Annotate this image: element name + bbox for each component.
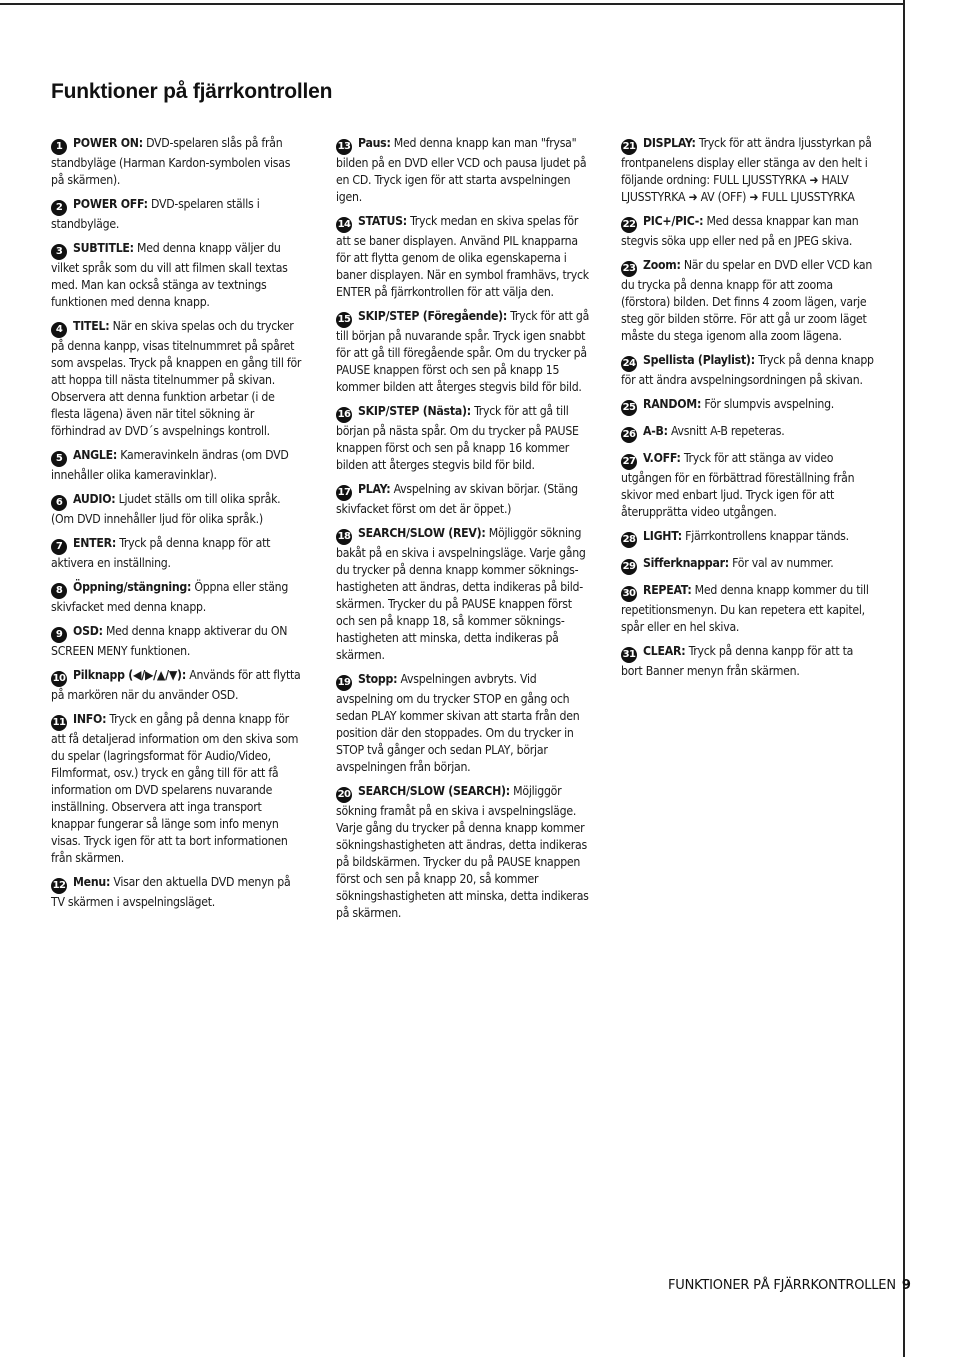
function-paragraph <box>51 623 306 660</box>
function-label: Öppning/stängning: <box>73 580 192 594</box>
function-item-26 <box>621 423 876 443</box>
function-description: Tryck för att gå till början på nuvarande spår. Tryck igen snabbt för att gå till föregående spår. Om du trycker på PAUSE knappen först och sen på knapp 15 kommer bilden att återges stegvis bild för bild. <box>336 309 590 394</box>
function-description: Fjärrkontrollens knappar tänds. <box>681 529 849 543</box>
function-label: STATUS: <box>358 214 407 228</box>
function-label: POWER ON: <box>73 136 143 150</box>
function-description: DVD-spelaren ställs i standbyläge. <box>51 197 260 231</box>
function-paragraph <box>336 525 591 664</box>
function-label: REPEAT: <box>643 583 692 597</box>
function-paragraph <box>51 240 306 311</box>
function-label: SKIP/STEP (Föregående): <box>358 309 508 323</box>
function-paragraph <box>336 403 591 474</box>
function-paragraph <box>336 213 591 301</box>
function-paragraph <box>336 783 591 922</box>
item-number-badge: 20 <box>336 787 352 803</box>
item-number-badge: 6 <box>51 495 67 511</box>
function-item-6 <box>51 491 306 528</box>
function-label: Zoom: <box>643 258 681 272</box>
function-paragraph <box>621 450 876 521</box>
function-description: Med denna knapp kommer du till repetitionsmenyn. Du kan repetera ett kapitel, spår eller en hel skiva. <box>621 583 869 634</box>
function-item-22 <box>621 213 876 250</box>
function-description: Tryck en gång på denna knapp för att få detaljerad information om den skiva som du spelar (lagringsformat för Audio/Video, Filmformat, osv.) tryck en gång till för att få information om DVD spelarens nuvarande inställning. Observera att inga transport knappar fungerar så länge som info menyn visas. Tryck igen för att ta bort informationen från skärmen. <box>51 712 299 865</box>
function-label: SEARCH/SLOW (SEARCH): <box>358 784 510 798</box>
function-description: DVD-spelaren slås på från standbyläge (Harman Kardon-symbolen visas på skärmen). <box>51 136 291 187</box>
function-item-7 <box>51 535 306 572</box>
function-item-16 <box>336 403 591 474</box>
function-paragraph <box>336 308 591 396</box>
function-label: AUDIO: <box>73 492 116 506</box>
function-paragraph <box>51 667 306 704</box>
function-paragraph <box>621 213 876 250</box>
function-description: Tryck på denna knapp för att aktivera en inställning. <box>51 536 271 570</box>
function-label: PLAY: <box>358 482 391 496</box>
function-paragraph <box>621 555 876 575</box>
function-label: Stopp: <box>358 672 398 686</box>
item-number-badge: 15 <box>336 312 352 328</box>
item-number-badge: 8 <box>51 583 67 599</box>
function-item-24 <box>621 352 876 389</box>
function-description: Tryck för att ändra ljusstyrkan på frontpanelens display eller stänga av den helt i följande ordning: FULL LJUSSTYRKA ➜ HALV LJUSSTYRKA ➜ AV (OFF) ➜ FULL LJUSSTYRKA <box>621 136 872 204</box>
function-paragraph <box>51 535 306 572</box>
item-number-badge: 1 <box>51 139 67 155</box>
item-number-badge: 17 <box>336 485 352 501</box>
item-number-badge: 13 <box>336 139 352 155</box>
function-label: Sifferknappar: <box>643 556 729 570</box>
function-label: DISPLAY: <box>643 136 696 150</box>
function-description: Med denna knapp aktiverar du ON SCREEN MENY funktionen. <box>51 624 288 658</box>
function-description: För val av nummer. <box>728 556 834 570</box>
item-number-badge: 11 <box>51 715 67 731</box>
function-label: CLEAR: <box>643 644 686 658</box>
function-description: Avspelning av skivan börjar. (Stäng skivfacket först om det är öppet.) <box>336 482 578 516</box>
function-description: För slumpvis avspelning. <box>701 397 835 411</box>
item-number-badge: 21 <box>621 139 637 155</box>
item-number-badge: 26 <box>621 427 637 443</box>
function-label: PIC+/PIC-: <box>643 214 704 228</box>
function-item-8 <box>51 579 306 616</box>
function-description: Tryck på denna knapp för att ändra avspelningsordningen på skivan. <box>621 353 874 387</box>
function-item-28 <box>621 528 876 548</box>
item-number-badge: 31 <box>621 647 637 663</box>
function-item-9 <box>51 623 306 660</box>
function-item-1 <box>51 135 306 189</box>
function-paragraph <box>336 481 591 518</box>
function-item-10 <box>51 667 306 704</box>
function-paragraph <box>621 135 876 206</box>
function-item-27 <box>621 450 876 521</box>
page-footer <box>668 1278 911 1293</box>
function-description: När du spelar en DVD eller VCD kan du trycka på denna knapp för att zooma (förstora) bilden. Det finns 4 zoom lägen, varje steg gör bilden större. För att gå ur zoom läget måste du stega igenom alla zoom lägena. <box>621 258 873 343</box>
item-number-badge: 12 <box>51 878 67 894</box>
function-description: Med denna knapp kan man "frysa" bilden på en DVD eller VCD och pausa ljudet på en CD. Tryck igen för att starta avspelningen igen. <box>336 136 587 204</box>
function-label: SKIP/STEP (Nästa): <box>358 404 471 418</box>
function-paragraph <box>51 491 306 528</box>
page-title: Funktioner på fjärrkontrollen <box>51 80 333 103</box>
function-label: Pilknapp (◀/▶/▲/▼): <box>73 668 186 682</box>
function-description: Kameravinkeln ändras (om DVD innehåller olika kameravinklar). <box>51 448 289 482</box>
function-label: ANGLE: <box>73 448 118 462</box>
function-label: SEARCH/SLOW (REV): <box>358 526 486 540</box>
function-description: Öppna eller stäng skivfacket med denna knapp. <box>51 580 289 614</box>
function-description: Möjliggör sökning bakåt på en skiva i avspelningsläge. Varje gång du trycker på denna knapp kommer söknings-hastigheten att ändras, detta indikeras på bild-skärmen. Trycker du på PAUSE knappen först och sen på knapp 18, så kommer söknings-hastigheten att minska, detta indikeras på skärmen. <box>336 526 586 662</box>
column-1 <box>51 135 306 918</box>
function-label: ENTER: <box>73 536 116 550</box>
item-number-badge: 18 <box>336 529 352 545</box>
function-description: Med dessa knappar kan man stegvis söka upp eller ned på en JPEG skiva. <box>621 214 859 248</box>
function-description: Avspelningen avbryts. Vid avspelning om du trycker STOP en gång och sedan PLAY kommer skivan att starta från den position där den stoppades. Om du trycker in STOP två gånger och sedan PLAY, börjar avspelningen från början. <box>336 672 580 774</box>
item-number-badge: 14 <box>336 217 352 233</box>
right-margin-rule <box>903 0 905 1357</box>
function-paragraph <box>51 135 306 189</box>
item-number-badge: 30 <box>621 586 637 602</box>
item-number-badge: 29 <box>621 559 637 575</box>
function-label: TITEL: <box>73 319 110 333</box>
function-item-18 <box>336 525 591 664</box>
function-paragraph <box>621 257 876 345</box>
function-label: LIGHT: <box>643 529 682 543</box>
function-paragraph <box>621 643 876 680</box>
function-paragraph <box>621 528 876 548</box>
function-item-17 <box>336 481 591 518</box>
function-item-12 <box>51 874 306 911</box>
function-label: INFO: <box>73 712 107 726</box>
function-label: OSD: <box>73 624 103 638</box>
item-number-badge: 3 <box>51 244 67 260</box>
function-description: Används för att flytta på markören när du använder OSD. <box>51 668 301 702</box>
function-description: Möjliggör sökning framåt på en skiva i avspelningsläge. Varje gång du trycker på denna knapp kommer sökningshastigheten att ändras, detta indikeras på bildskärmen. Trycker du på PAUSE knappen först och sen på knapp 20, så kommer sökningshastigheten att minska, detta indikeras på skärmen. <box>336 784 589 920</box>
function-description: Med denna knapp väljer du vilket språk som du vill att filmen skall textas med. Man kan också stänga av textnings funktionen med denna knapp. <box>51 241 288 309</box>
function-item-23 <box>621 257 876 345</box>
function-paragraph <box>336 671 591 776</box>
function-item-20 <box>336 783 591 922</box>
function-item-13 <box>336 135 591 206</box>
column-3 <box>621 135 876 687</box>
function-description: Tryck för att gå till början på nästa spår. Om du trycker på PAUSE knappen först och sen på knapp 16 kommer bilden att återges stegvis bild för bild. <box>336 404 579 472</box>
function-item-11 <box>51 711 306 867</box>
column-2 <box>336 135 591 929</box>
item-number-badge: 5 <box>51 451 67 467</box>
item-number-badge: 4 <box>51 322 67 338</box>
item-number-badge: 10 <box>51 671 67 687</box>
function-item-21 <box>621 135 876 206</box>
item-number-badge: 7 <box>51 539 67 555</box>
function-paragraph <box>51 196 306 233</box>
function-paragraph <box>51 447 306 484</box>
function-description: Ljudet ställs om till olika språk. (Om DVD innehåller ljud för olika språk.) <box>51 492 281 526</box>
item-number-badge: 23 <box>621 261 637 277</box>
function-description: Tryck på denna kanpp för att ta bort Banner menyn från skärmen. <box>621 644 854 678</box>
item-number-badge: 2 <box>51 200 67 216</box>
function-item-19 <box>336 671 591 776</box>
function-paragraph <box>621 423 876 443</box>
function-label: A-B: <box>643 424 668 438</box>
function-label: POWER OFF: <box>73 197 148 211</box>
function-label: Menu: <box>73 875 111 889</box>
item-number-badge: 9 <box>51 627 67 643</box>
function-item-29 <box>621 555 876 575</box>
item-number-badge: 16 <box>336 407 352 423</box>
function-description: När en skiva spelas och du trycker på denna kanpp, visas titelnummret på spåret som avspelas. Tryck på knappen en gång till för att hoppa till nästa titelnummer på skivan. <box>51 319 302 387</box>
function-paragraph <box>51 318 306 389</box>
function-label: SUBTITLE: <box>73 241 134 255</box>
function-paragraph <box>621 396 876 416</box>
function-item-4 <box>51 318 306 440</box>
footer-section-label: FUNKTIONER PÅ FJÄRRKONTROLLEN <box>668 1278 896 1293</box>
item-number-badge: 25 <box>621 400 637 416</box>
function-paragraph <box>51 579 306 616</box>
function-paragraph <box>336 135 591 206</box>
item-number-badge: 22 <box>621 217 637 233</box>
top-rule <box>0 3 903 5</box>
function-item-5 <box>51 447 306 484</box>
function-note: Observera att denna funktion arbetar (i de flesta lägena) även när titel sökning är förhindrad av DVD´s avspelnings kontroll. <box>51 390 275 438</box>
function-item-3 <box>51 240 306 311</box>
function-item-25 <box>621 396 876 416</box>
function-paragraph <box>51 711 306 867</box>
function-description: Avsnitt A-B repeteras. <box>667 424 785 438</box>
function-item-15 <box>336 308 591 396</box>
item-number-badge: 24 <box>621 356 637 372</box>
function-paragraph <box>621 352 876 389</box>
function-item-31 <box>621 643 876 680</box>
item-number-badge: 19 <box>336 675 352 691</box>
item-number-badge: 27 <box>621 454 637 470</box>
function-label: RANDOM: <box>643 397 702 411</box>
function-item-2 <box>51 196 306 233</box>
function-item-30 <box>621 582 876 636</box>
function-paragraph <box>621 582 876 636</box>
function-label: V.OFF: <box>643 451 681 465</box>
function-paragraph <box>51 874 306 911</box>
page-number: 9 <box>901 1278 911 1293</box>
function-description: Tryck medan en skiva spelas för att se baner displayen. Använd PIL knapparna för att flytta genom de olika egenskaperna i baner displayen. När en symbol framhävs, tryck ENTER på fjärrkontrollen för att välja den. <box>336 214 589 299</box>
item-number-badge: 28 <box>621 532 637 548</box>
function-label: Paus: <box>358 136 391 150</box>
function-description: Tryck för att stänga av video utgången för en förbättrad föreställning från skivor med enbart ljud. Tryck igen för att återupprätta video utgången. <box>621 451 855 519</box>
function-item-14 <box>336 213 591 301</box>
function-description: Visar den aktuella DVD menyn på TV skärmen i avspelningsläget. <box>51 875 291 909</box>
function-label: Spellista (Playlist): <box>643 353 755 367</box>
